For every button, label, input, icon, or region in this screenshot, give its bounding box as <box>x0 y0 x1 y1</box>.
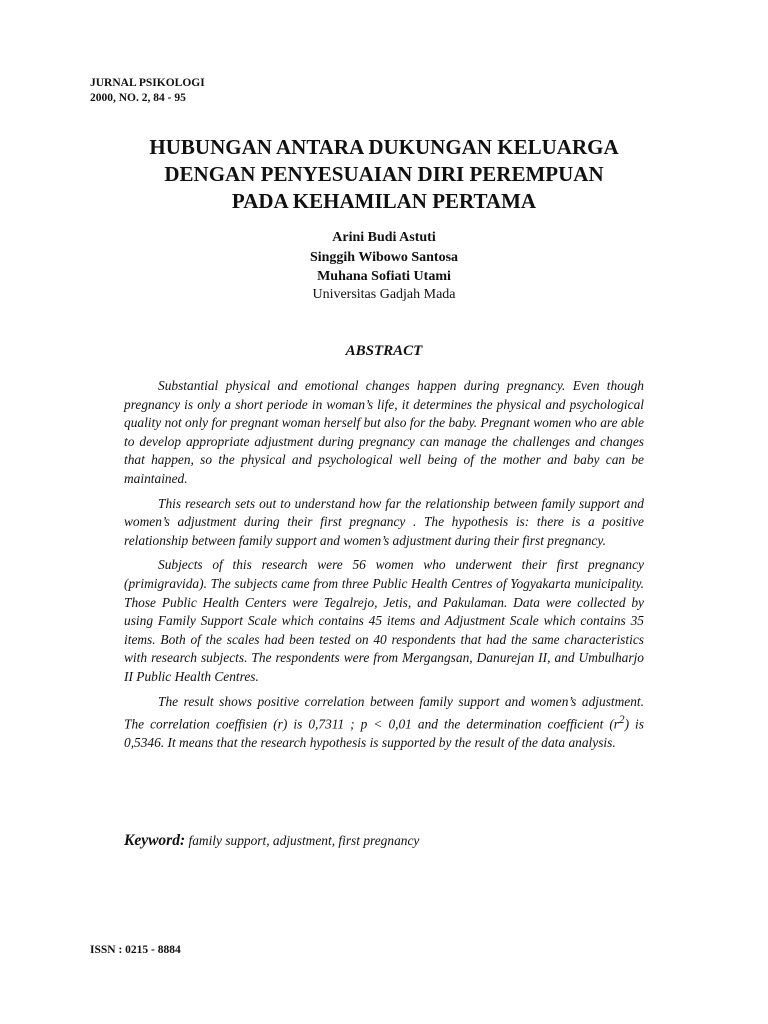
paper-title <box>100 134 668 215</box>
abstract-paragraph: Substantial physical and emotional changes happen during pregnancy. Even though pregnancy is only a short periode in woman’s life, it determines the physical and psychological quality not only for pregnant woman herself but also for the baby. Pregnant women who are able to develop appropriate adjustment during pregnancy can manage the challenges and changes that happen, so the physical and psychological well being of the mother and baby can be maintained. <box>124 378 644 486</box>
title-line: DENGAN PENYESUAIAN DIRI PEREMPUAN <box>164 162 604 186</box>
keyword-line <box>124 832 419 850</box>
abstract-text: ) is 0,5346. It means that the research hypothesis is supported by the result of the data analysis. <box>124 716 644 751</box>
abstract-paragraph: Subjects of this research were 56 women who underwent their first pregnancy (primigravida). The subjects came from three Public Health Centres of Yogyakarta municipality. Those Public Health Centers were Tegalrejo, Jetis, and Pakulaman. Data were collected by using Family Support Scale which contains 45 items and Adjustment Scale which contains 35 items. Both of the scales had been tested on 40 respondents that had the same characteristics with research subjects. The respondents were from Mergangsan, Danurejan II, and Umbulharjo II Public Health Centres. <box>124 557 644 684</box>
abstract-paragraph: This research sets out to understand how far the relationship between family support and women’s adjustment during their first pregnancy . The hypothesis is: there is a positive relationship between family support and women’s adjustment during their first pregnancy. <box>124 495 644 548</box>
author-list <box>100 228 668 287</box>
author-name: Singgih Wibowo Santosa <box>309 249 459 265</box>
abstract-heading: ABSTRACT <box>345 343 423 359</box>
affiliation: Universitas Gadjah Mada <box>312 287 456 302</box>
title-line: HUBUNGAN ANTARA DUKUNGAN KELUARGA <box>149 135 619 159</box>
title-line: PADA KEHAMILAN PERTAMA <box>231 189 537 213</box>
keyword-label: Keyword: <box>124 832 186 849</box>
author-name: Muhana Sofiati Utami <box>317 269 451 284</box>
issn: ISSN : 0215 - 8884 <box>90 944 181 956</box>
journal-header <box>90 76 205 106</box>
abstract-body <box>124 377 644 759</box>
superscript: 2 <box>619 714 625 727</box>
keyword-text: family support, adjustment, first pregnancy <box>188 833 420 848</box>
abstract-text: The result shows positive correlation between family support and women’s adjustment. The correlation coeffisien (r) is 0,7311 ; p < 0,01 and the determination coefficient (r <box>124 693 644 732</box>
journal-name: JURNAL PSIKOLOGI <box>90 77 205 89</box>
journal-issue: 2000, NO. 2, 84 - 95 <box>90 92 186 104</box>
abstract-paragraph <box>124 693 644 753</box>
author-name: Arini Budi Astuti <box>332 230 436 245</box>
